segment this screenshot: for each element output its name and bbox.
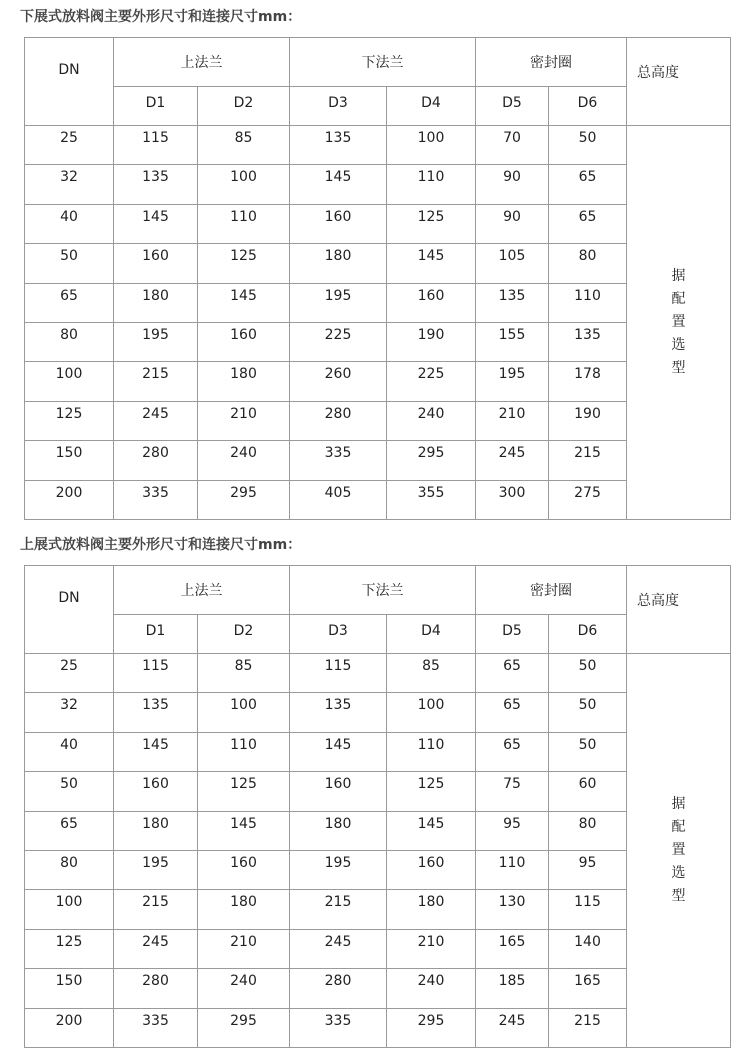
dimension-cell: 100 [387,693,476,732]
table-row [25,204,731,243]
dimension-cell: 225 [387,362,476,401]
dimension-cell: 110 [387,165,476,204]
dimension-cell: 125 [387,204,476,243]
dimension-cell: 210 [198,929,290,968]
total-height-note [627,654,731,1048]
header-row [25,566,731,615]
dimension-cell: 80 [549,811,627,850]
table-row [25,165,731,204]
dimension-cell: 215 [114,890,198,929]
dimension-cell: 215 [549,1008,627,1047]
configuration-note: 据配置选型 [671,795,686,904]
dimension-cell: 100 [387,126,476,165]
d6-header: D6 [549,615,627,654]
dimension-cell: 295 [198,1008,290,1047]
dimension-cell: 100 [198,165,290,204]
header-row [25,38,731,87]
dimension-cell: 145 [198,283,290,322]
dimension-cell: 50 [549,126,627,165]
dimension-cell: 105 [476,244,549,283]
dimension-cell: 135 [114,693,198,732]
dimension-cell: 50 [549,732,627,771]
dimension-cell: 135 [290,126,387,165]
total-height-header: 总高度 [627,38,731,126]
table-row [25,654,731,693]
dimension-cell: 60 [549,772,627,811]
dimension-cell: 180 [387,890,476,929]
dimension-cell: 295 [387,441,476,480]
table-row [25,732,731,771]
dimension-cell: 295 [198,480,290,519]
dimension-cell: 160 [290,772,387,811]
d6-header: D6 [549,87,627,126]
table-row [25,969,731,1008]
table-row [25,890,731,929]
lower-discharge-valve-dimensions-table [24,37,731,520]
dimension-cell: 140 [549,929,627,968]
dn-cell: 125 [25,929,114,968]
dimension-cell: 135 [290,693,387,732]
table-2-title: 上展式放料阀主要外形尺寸和连接尺寸mm： [20,537,302,553]
dimension-cell: 245 [290,929,387,968]
dimension-cell: 115 [290,654,387,693]
d3-header: D3 [290,87,387,126]
table-row [25,401,731,440]
dimension-cell: 145 [114,204,198,243]
dimension-cell: 160 [290,204,387,243]
dimension-cell: 335 [290,441,387,480]
dimension-cell: 115 [549,890,627,929]
dimension-cell: 245 [114,401,198,440]
dimension-cell: 110 [476,850,549,889]
dn-cell: 150 [25,441,114,480]
dimension-cell: 245 [114,929,198,968]
dimension-cell: 85 [198,654,290,693]
dimension-cell: 335 [290,1008,387,1047]
dimension-cell: 165 [549,969,627,1008]
dn-cell: 200 [25,1008,114,1047]
dimension-cell: 240 [198,441,290,480]
dimension-cell: 135 [476,283,549,322]
dn-cell: 125 [25,401,114,440]
subheader-row [25,87,731,126]
dimension-cell: 145 [387,811,476,850]
dimension-cell: 215 [549,441,627,480]
dimension-cell: 335 [114,480,198,519]
dimension-cell: 180 [290,811,387,850]
seal-ring-header: 密封圈 [476,38,627,87]
dimension-cell: 115 [114,126,198,165]
dimension-cell: 240 [198,969,290,1008]
table-row [25,929,731,968]
dn-cell: 32 [25,165,114,204]
d3-header: D3 [290,615,387,654]
dn-header: DN [25,566,114,654]
table-row [25,441,731,480]
dimension-cell: 50 [549,654,627,693]
dimension-cell: 125 [198,244,290,283]
dimension-cell: 260 [290,362,387,401]
table-row [25,362,731,401]
upper-discharge-valve-dimensions-table [24,565,731,1048]
dimension-cell: 75 [476,772,549,811]
dimension-cell: 90 [476,204,549,243]
dimension-cell: 185 [476,969,549,1008]
dn-cell: 200 [25,480,114,519]
d2-header: D2 [198,615,290,654]
dimension-cell: 95 [549,850,627,889]
table-row [25,1008,731,1047]
dimension-cell: 195 [290,283,387,322]
d2-header: D2 [198,87,290,126]
dimension-cell: 165 [476,929,549,968]
dn-cell: 25 [25,126,114,165]
dimension-cell: 180 [198,362,290,401]
dimension-cell: 155 [476,322,549,361]
dimension-cell: 178 [549,362,627,401]
dn-cell: 100 [25,890,114,929]
dn-header: DN [25,38,114,126]
dimension-cell: 335 [114,1008,198,1047]
dimension-cell: 110 [198,204,290,243]
dimension-cell: 300 [476,480,549,519]
table-row [25,244,731,283]
dn-cell: 80 [25,322,114,361]
dimension-cell: 135 [549,322,627,361]
dimension-cell: 275 [549,480,627,519]
d4-header: D4 [387,615,476,654]
dimension-cell: 355 [387,480,476,519]
dn-cell: 32 [25,693,114,732]
dimension-cell: 80 [549,244,627,283]
table-row [25,693,731,732]
subheader-row [25,615,731,654]
dimension-cell: 90 [476,165,549,204]
dimension-cell: 180 [114,283,198,322]
d5-header: D5 [476,87,549,126]
dimension-cell: 240 [387,969,476,1008]
dimension-cell: 210 [198,401,290,440]
dimension-cell: 245 [476,441,549,480]
dimension-cell: 210 [476,401,549,440]
dimension-cell: 245 [476,1008,549,1047]
dn-cell: 100 [25,362,114,401]
dimension-cell: 110 [198,732,290,771]
dn-cell: 65 [25,283,114,322]
dimension-cell: 195 [290,850,387,889]
dimension-cell: 65 [549,204,627,243]
dimension-cell: 100 [198,693,290,732]
dimension-cell: 195 [114,322,198,361]
dimension-cell: 160 [114,244,198,283]
d1-header: D1 [114,87,198,126]
dimension-cell: 145 [114,732,198,771]
dn-cell: 40 [25,204,114,243]
dimension-cell: 215 [290,890,387,929]
table-row [25,480,731,519]
dimension-cell: 280 [114,969,198,1008]
dimension-cell: 295 [387,1008,476,1047]
lower-flange-header: 下法兰 [290,38,476,87]
dimension-cell: 280 [290,401,387,440]
dimension-cell: 195 [476,362,549,401]
dimension-cell: 225 [290,322,387,361]
table-row [25,126,731,165]
dimension-cell: 190 [549,401,627,440]
dn-cell: 25 [25,654,114,693]
dn-cell: 40 [25,732,114,771]
dimension-cell: 65 [549,165,627,204]
dimension-cell: 125 [198,772,290,811]
dimension-cell: 190 [387,322,476,361]
dimension-cell: 135 [114,165,198,204]
dimension-cell: 125 [387,772,476,811]
dimension-cell: 210 [387,929,476,968]
dimension-cell: 65 [476,654,549,693]
table-1-title: 下展式放料阀主要外形尺寸和连接尺寸mm： [20,9,302,25]
dimension-cell: 145 [387,244,476,283]
dn-cell: 50 [25,244,114,283]
dimension-cell: 130 [476,890,549,929]
dimension-cell: 280 [290,969,387,1008]
upper-flange-header: 上法兰 [114,566,290,615]
dn-cell: 65 [25,811,114,850]
dimension-cell: 180 [198,890,290,929]
dimension-cell: 160 [387,283,476,322]
dimension-cell: 85 [198,126,290,165]
dimension-cell: 115 [114,654,198,693]
dimension-cell: 145 [290,732,387,771]
lower-flange-header: 下法兰 [290,566,476,615]
dimension-cell: 160 [114,772,198,811]
seal-ring-header: 密封圈 [476,566,627,615]
table-row [25,772,731,811]
dimension-cell: 160 [198,850,290,889]
dimension-cell: 65 [476,693,549,732]
total-height-note [627,126,731,520]
dimension-cell: 145 [198,811,290,850]
dimension-cell: 215 [114,362,198,401]
dimension-cell: 110 [387,732,476,771]
configuration-note: 据配置选型 [671,267,686,376]
dimension-cell: 65 [476,732,549,771]
table-row [25,850,731,889]
dimension-cell: 195 [114,850,198,889]
dimension-cell: 95 [476,811,549,850]
d4-header: D4 [387,87,476,126]
table-row [25,811,731,850]
dimension-cell: 160 [198,322,290,361]
dn-cell: 50 [25,772,114,811]
dimension-cell: 160 [387,850,476,889]
dn-cell: 150 [25,969,114,1008]
total-height-header: 总高度 [627,566,731,654]
dimension-cell: 280 [114,441,198,480]
d5-header: D5 [476,615,549,654]
dimension-cell: 145 [290,165,387,204]
d1-header: D1 [114,615,198,654]
dimension-cell: 180 [290,244,387,283]
upper-flange-header: 上法兰 [114,38,290,87]
dimension-cell: 405 [290,480,387,519]
table-row [25,283,731,322]
dimension-cell: 70 [476,126,549,165]
dimension-cell: 240 [387,401,476,440]
table-row [25,322,731,361]
dimension-cell: 110 [549,283,627,322]
dimension-cell: 85 [387,654,476,693]
dimension-cell: 50 [549,693,627,732]
dn-cell: 80 [25,850,114,889]
dimension-cell: 180 [114,811,198,850]
